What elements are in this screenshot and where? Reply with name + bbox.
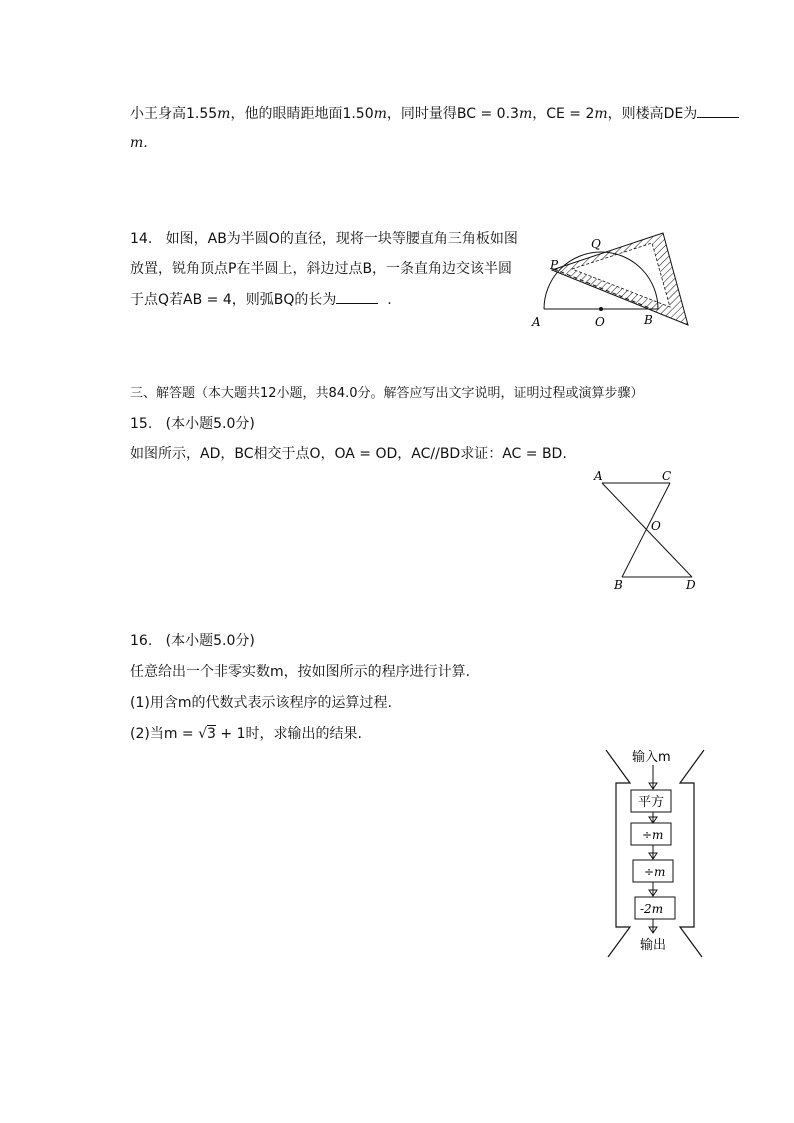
q16-text-b: + 1时，求输出的结果. bbox=[215, 726, 362, 742]
q13-answer-blank[interactable] bbox=[697, 103, 739, 118]
label-b: B bbox=[644, 313, 653, 327]
sqrt-symbol: √ bbox=[198, 726, 208, 742]
q16-line3 bbox=[130, 724, 362, 744]
label-b: B bbox=[614, 578, 623, 592]
q13-unit-2: m bbox=[373, 106, 387, 122]
point-o bbox=[599, 307, 603, 311]
flow-step2-label: ÷m bbox=[642, 828, 664, 842]
q15-figure bbox=[588, 465, 708, 595]
q13-text-b: ，他的眼睛距地面1.50 bbox=[230, 106, 374, 122]
label-a: A bbox=[594, 469, 603, 483]
segment-ad bbox=[602, 483, 692, 577]
sqrt-radicand: 3 bbox=[207, 726, 216, 742]
q13-line1 bbox=[130, 103, 739, 124]
flow-step3-label: ÷m bbox=[644, 865, 666, 879]
q14-text-1: 如图，AB为半圆O的直径，现将一块等腰直角三角板如图 bbox=[165, 231, 518, 247]
q15-number: 15. bbox=[130, 416, 153, 432]
flow-output-label: 输出 bbox=[640, 938, 667, 953]
label-d: D bbox=[686, 578, 696, 592]
label-q: Q bbox=[591, 237, 601, 251]
flow-step4-label: -2m bbox=[640, 902, 664, 916]
q13-line2: m. bbox=[130, 135, 148, 151]
q13-text-d: ，CE = 2 bbox=[532, 106, 595, 122]
label-o: O bbox=[651, 519, 661, 533]
q16-line2: (1)用含m的代数式表示该程序的运算过程. bbox=[130, 695, 392, 711]
q14-text-3: 于点Q若AB = 4，则弧BQ的长为 bbox=[130, 292, 337, 308]
q14-line2: 放置，锐角顶点P在半圆上，斜边过点B，一条直角边交该半圆 bbox=[130, 261, 513, 277]
q16-header bbox=[130, 631, 255, 651]
q15-header bbox=[130, 414, 255, 434]
label-c: C bbox=[662, 469, 672, 483]
q13-text-c: ，同时量得BC = 0.3 bbox=[386, 106, 519, 122]
flow-step1-label: 平方 bbox=[638, 795, 665, 810]
flow-input-label: 输入m bbox=[632, 750, 671, 765]
flow-frame-left bbox=[606, 750, 630, 957]
q15-text: 如图所示，AD，BC相交于点O，OA = OD，AC//BD求证：AC = BD. bbox=[130, 446, 567, 462]
q16-line1: 任意给出一个非零实数m，按如图所示的程序进行计算. bbox=[130, 664, 471, 680]
segment-cb bbox=[622, 483, 670, 577]
q13-text-e: ，则楼高DE为 bbox=[607, 106, 698, 122]
q14-figure bbox=[530, 225, 700, 335]
q13-text-a: 小王身高1.55 bbox=[130, 106, 218, 122]
q15-score: (本小题5.0分) bbox=[165, 416, 255, 432]
q16-flowchart bbox=[600, 745, 710, 960]
q16-score: (本小题5.0分) bbox=[165, 633, 255, 649]
q14-period: . bbox=[387, 292, 392, 308]
label-o: O bbox=[595, 315, 605, 329]
q13-unit-4: m bbox=[594, 106, 608, 122]
label-p: P bbox=[550, 258, 559, 272]
label-a: A bbox=[532, 315, 541, 329]
flow-frame-right bbox=[680, 750, 704, 957]
q14-line1 bbox=[130, 229, 518, 249]
q13-unit-3: m bbox=[518, 106, 533, 122]
q16-number: 16. bbox=[130, 633, 153, 649]
q14-number: 14. bbox=[130, 231, 153, 247]
q14-answer-blank[interactable] bbox=[336, 289, 378, 304]
section3-title: 三、解答题（本大题共12小题，共84.0分。解答应写出文字说明，证明过程或演算步骤） bbox=[130, 386, 644, 401]
q14-line3 bbox=[130, 289, 392, 310]
q16-text-a: (2)当m = bbox=[130, 726, 199, 742]
q13-unit-1: m bbox=[217, 106, 231, 122]
